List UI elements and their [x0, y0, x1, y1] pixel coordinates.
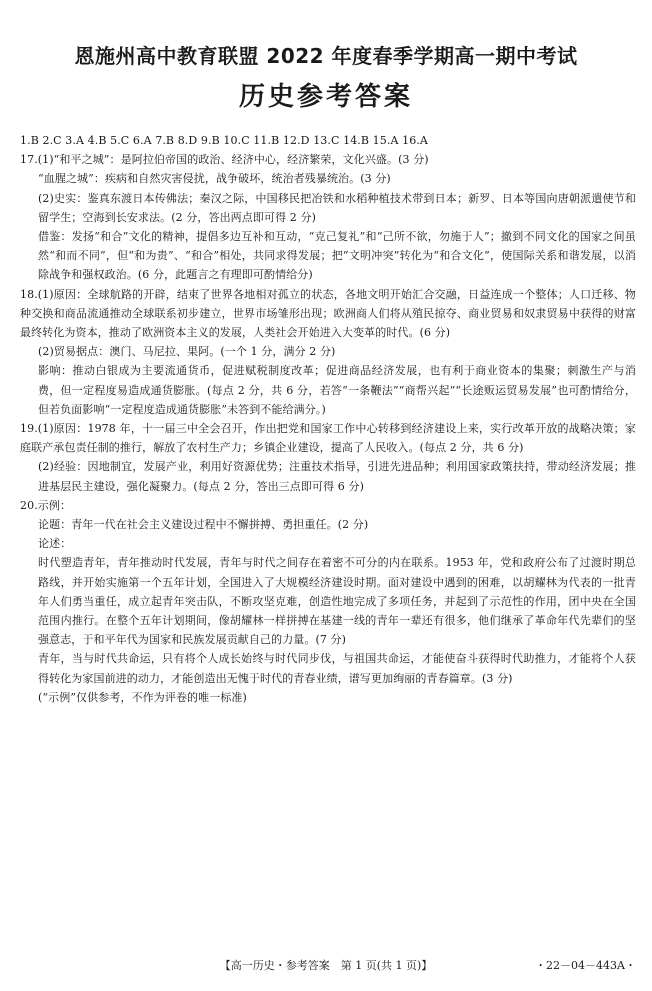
q17-part1b: “血腥之城”：疾病和自然灾害侵扰，战争破坏，统治者残暴统治。(3 分)	[38, 172, 391, 186]
q20-heading: 20.示例：	[20, 498, 72, 512]
choice-answers: 1.B 2.C 3.A 4.B 5.C 6.A 7.B 8.D 9.B 10.C 11.B 12.D 13.C 14.B 15.A 16.A	[20, 134, 428, 147]
q17-part2-lessons: 借鉴：发扬“和合”文化的精神，提倡多边互补和互动，“克己复礼”和“己所不欲，勿施于人”；撤到不同文化的国家之间虽然“和而不同”，但“和为贵”、“和合”相处，共同求得发展；把“文明冲突”转化为“和合文化”，使国际关系和谐发展，以消除战争和强权政治。(6 分，此题言之有理即可酌情给分)	[38, 230, 636, 282]
footer-doc-code: ・22－04－443A・	[535, 959, 636, 972]
q19-part2: (2)经验：因地制宜，发展产业，利用好资源优势；注重技术指导，引进先进品种；利用国家政策扶持，带动经济发展；推进基层民主建设，强化凝聚力。(每点 2 分，答出三点即可得 6 分)	[38, 460, 636, 493]
q20-argument-body: 时代塑造青年，青年推动时代发展，青年与时代之间存在着密不可分的内在联系。1953 年，党和政府公布了过渡时期总路线，并开始实施第一个五年计划，全国进入了大规模经济建设时期。面对建设中遇到的困难，以胡耀林为代表的一批青年人们勇当重任，成立起青年突击队，不断攻坚克难，创造性地完成了多项任务，并起到了示范性的作用，团中央在全国范围内推行。在整个五年计划期间，像胡耀林一样拼搏在基建一线的青年一辈还有很多，他们继承了革命年代先辈们的坚强意志，于和平年代为国家和民族发展贡献自己的力量。(7 分)	[38, 556, 636, 647]
document-subtitle: 历史参考答案	[238, 82, 413, 112]
q20-thesis: 论题：青年一代在社会主义建设过程中不懈拼搏、勇担重任。(2 分)	[38, 518, 369, 532]
answers-body	[20, 131, 636, 707]
page-footer	[0, 958, 652, 974]
q18-part1: 18.(1)原因：全球航路的开辟，结束了世界各地相对孤立的状态，各地文明开始汇合交融，日益连成一个整体；人口迁移、物种交换和商品流通推动全球联系初步建立，世界市场雏形出现；欧洲商人们将从殖民掠夺、商业贸易和奴隶贸易中获得的财富最终转化为资本，推动了欧洲资本主义的发展，人类社会开始进入大变革的时代。(6 分)	[20, 287, 636, 340]
q20-note: (“示例”仅供参考，不作为评卷的唯一标准)	[38, 690, 247, 704]
q20-conclusion: 青年，当与时代共命运，只有将个人成长始终与时代同步伐，与祖国共命运，才能使奋斗获得时代助推力，才能将个人获得转化为家国前进的动力，才能创造出无愧于时代的青春业绩，谱写更加绚丽的青春篇章。(3 分)	[38, 652, 636, 685]
q18-part2-impact: 影响：推动白银成为主要流通货币，促进赋税制度改革；促进商品经济发展，也有利于商业资本的集聚；刺激生产与消费，但一定程度易造成通货膨胀。(每点 2 分，共 6 分，若答“一条鞭法”“商帮兴起”“长途贩运贸易发展”也可酌情给分，但若负面影响“一定程度造成通货膨胀”未答到不能给满分。)	[38, 364, 636, 416]
q18-part2-ports: (2)贸易据点：澳门、马尼拉、果阿。(一个 1 分，满分 2 分)	[38, 345, 336, 359]
q17-part1: 17.(1)“和平之城”：是阿拉伯帝国的政治、经济中心，经济繁荣，文化兴盛。(3 分)	[20, 153, 429, 167]
footer-page-label: 【高一历史・参考答案 第 1 页(共 1 页)】	[219, 959, 433, 972]
q19-part1: 19.(1)原因：1978 年，十一届三中全会召开，作出把党和国家工作中心转移到经济建设上来，实行改革开放的战略决策；家庭联产承包责任制的推行，解放了农村生产力；乡镇企业建设，提高了人民收入。(每点 2 分，共 6 分)	[20, 422, 636, 455]
q17-part2-facts: (2)史实：鉴真东渡日本传佛法；秦汉之际，中国移民把冶铁和水稻种植技术带到日本；新罗、日本等国向唐朝派遣使节和留学生；空海到长安求法。(2 分，答出两点即可得 2 分)	[38, 191, 636, 224]
q20-argument-label: 论述：	[38, 537, 72, 551]
exam-title: 恩施州高中教育联盟 2022 年度春季学期高一期中考试	[74, 44, 578, 68]
